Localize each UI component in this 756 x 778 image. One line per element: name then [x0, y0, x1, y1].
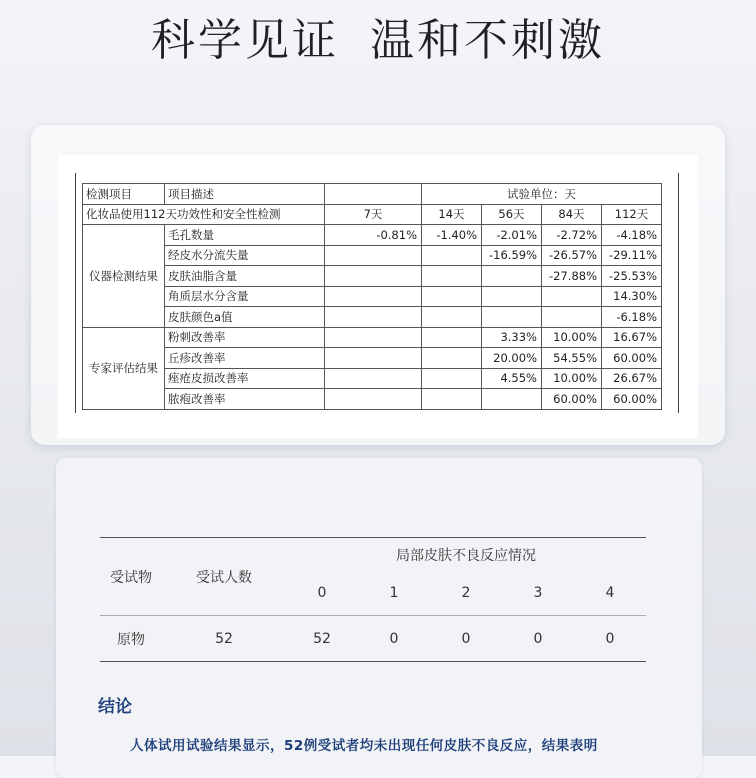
value-cell: 60.00%: [602, 389, 662, 410]
table-row: [83, 286, 662, 307]
header-test: 化妆品使用112天功效性和安全性检测: [83, 204, 325, 225]
table-row: [83, 307, 662, 328]
value-cell: 10.00%: [542, 327, 602, 348]
row-value: 0: [461, 630, 471, 647]
value-cell: 14.30%: [602, 286, 662, 307]
value-cell: [422, 266, 482, 287]
table-row: [83, 368, 662, 389]
value-cell: -16.59%: [482, 245, 542, 266]
value-cell: [422, 286, 482, 307]
row-label: 毛孔数量: [165, 225, 325, 246]
row-value: 0: [389, 630, 399, 647]
value-cell: -1.40%: [422, 225, 482, 246]
value-cell: [325, 286, 422, 307]
efficacy-table: [82, 183, 662, 410]
value-cell: -6.18%: [602, 307, 662, 328]
value-cell: [325, 368, 422, 389]
value-cell: 54.55%: [542, 348, 602, 369]
value-cell: -2.01%: [482, 225, 542, 246]
value-cell: [422, 368, 482, 389]
value-cell: [422, 245, 482, 266]
value-cell: [542, 307, 602, 328]
table-row: [83, 348, 662, 369]
row-value: 0: [605, 630, 615, 647]
value-cell: 60.00%: [542, 389, 602, 410]
value-cell: [422, 327, 482, 348]
safety-table: [100, 537, 646, 662]
header-unit: 试验单位：天: [422, 184, 662, 205]
table-row: [83, 266, 662, 287]
value-cell: [482, 266, 542, 287]
value-cell: 16.67%: [602, 327, 662, 348]
value-cell: -27.88%: [542, 266, 602, 287]
value-cell: [325, 307, 422, 328]
value-cell: [325, 327, 422, 348]
scan-edge-left: [75, 173, 76, 413]
table-header-row: [83, 184, 662, 205]
row-label: 经皮水分流失量: [165, 245, 325, 266]
value-cell: [482, 307, 542, 328]
value-cell: -25.53%: [602, 266, 662, 287]
level-cell: 2: [461, 585, 471, 602]
row-label: 粉刺改善率: [165, 327, 325, 348]
value-cell: -29.11%: [602, 245, 662, 266]
day-cell: 14天: [422, 204, 482, 225]
value-cell: [542, 286, 602, 307]
table-row: [83, 245, 662, 266]
level-cell: 0: [317, 585, 327, 602]
value-cell: [482, 389, 542, 410]
table-row: [83, 327, 662, 348]
headline: 科学见证 温和不刺激: [151, 15, 605, 66]
group-label: 专家评估结果: [83, 327, 165, 409]
row-label: 痤疮皮损改善率: [165, 368, 325, 389]
value-cell: [325, 348, 422, 369]
value-cell: 4.55%: [482, 368, 542, 389]
level-cell: 3: [533, 585, 543, 602]
row-label: 皮肤油脂含量: [165, 266, 325, 287]
row-value: 52: [313, 630, 331, 647]
header-blank: [325, 184, 422, 205]
conclusion-title: 结论: [98, 697, 132, 717]
row-label: 皮肤颜色a值: [165, 307, 325, 328]
row-label: 丘疹改善率: [165, 348, 325, 369]
header-count: 受试人数: [162, 538, 286, 616]
value-cell: -0.81%: [325, 225, 422, 246]
day-cell: 7天: [325, 204, 422, 225]
value-cell: [325, 245, 422, 266]
day-cell: 112天: [602, 204, 662, 225]
header-subject: 受试物: [100, 538, 162, 616]
conclusion-text: 人体试用试验结果显示，52例受试者均未出现任何皮肤不良反应，结果表明: [130, 738, 598, 754]
table-row: [83, 389, 662, 410]
level-cell: 4: [605, 585, 615, 602]
value-cell: -2.72%: [542, 225, 602, 246]
table-row: [100, 616, 646, 662]
value-cell: 26.67%: [602, 368, 662, 389]
efficacy-report: [58, 155, 698, 438]
value-cell: [325, 266, 422, 287]
row-count: 52: [215, 630, 233, 647]
day-cell: 84天: [542, 204, 602, 225]
header-desc: 项目描述: [165, 184, 325, 205]
value-cell: 60.00%: [602, 348, 662, 369]
value-cell: -26.57%: [542, 245, 602, 266]
value-cell: 3.33%: [482, 327, 542, 348]
level-cell: 1: [389, 585, 399, 602]
row-subject: 原物: [117, 631, 145, 648]
value-cell: -4.18%: [602, 225, 662, 246]
day-cell: 56天: [482, 204, 542, 225]
header-reaction: 局部皮肤不良反应情况: [396, 547, 536, 564]
value-cell: [422, 389, 482, 410]
row-label: 脓疱改善率: [165, 389, 325, 410]
table-header-row: [100, 538, 646, 572]
value-cell: [482, 286, 542, 307]
header-item: 检测项目: [83, 184, 165, 205]
table-days-row: [83, 204, 662, 225]
row-label: 角质层水分含量: [165, 286, 325, 307]
value-cell: [422, 348, 482, 369]
table-row: [83, 225, 662, 246]
row-value: 0: [533, 630, 543, 647]
value-cell: [325, 389, 422, 410]
group-label: 仪器检测结果: [83, 225, 165, 328]
scan-edge-right: [678, 173, 679, 413]
value-cell: [422, 307, 482, 328]
value-cell: 20.00%: [482, 348, 542, 369]
value-cell: 10.00%: [542, 368, 602, 389]
